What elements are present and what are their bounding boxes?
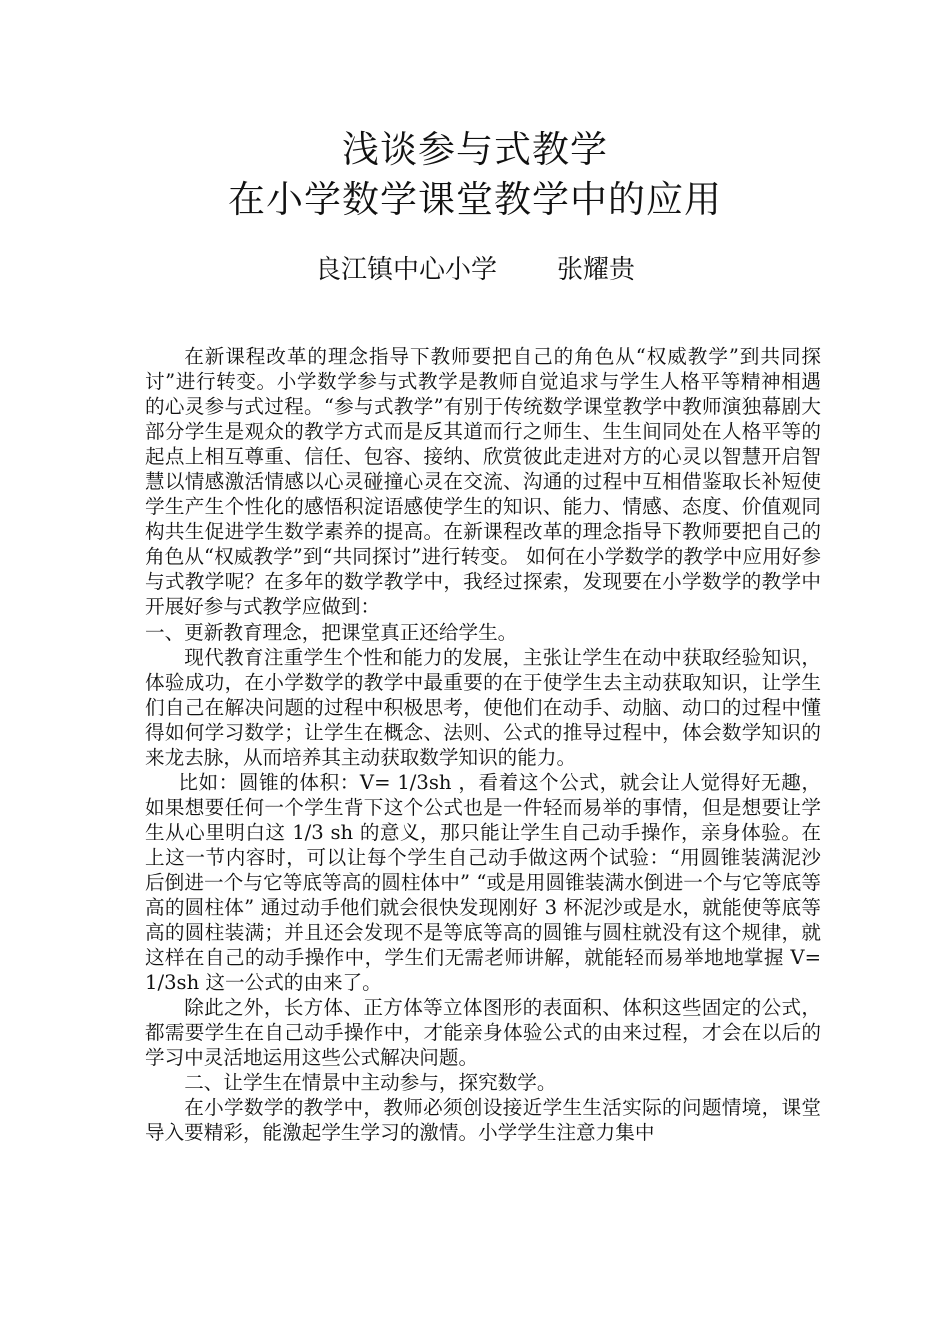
title-line-2: 在小学数学课堂教学中的应用 xyxy=(228,178,722,221)
author-line xyxy=(0,253,950,287)
paragraph-intro: 在新课程改革的理念指导下教师要把自己的角色从“权威教学”到共同探讨”进行转变。小学数学参与式教学是教师自觉追求与学生人格平等精神相遇的心灵参与式过程。“参与式教学”有别于传统数学课堂教学中教师演独幕剧大部分学生是观众的教学方式而是反其道而行之师生、生生间同处在人格平等的起点上相互尊重、信任、包容、接纳、欣赏彼此走进对方的心灵以智慧开启智慧以情感激活情感以心灵碰撞心灵在交流、沟通的过程中互相借鉴取长补短使学生产生个性化的感悟积淀语感使学生的知识、能力、情感、态度、价值观同构共生促进学生数学素养的提高。在新课程改革的理念指导下教师要把自己的角色从“权威教学”到“共同探讨”进行转变。 如何在小学数学的教学中应用好参与式教学呢？在多年的数学教学中，我经过探索，发现要在小学数学的教学中开展好参与式教学应做到： xyxy=(145,345,821,619)
article-body xyxy=(145,344,821,1146)
paragraph-section-2: 在小学数学的教学中，教师必须创设接近学生生活实际的问题情境，课堂导入要精彩，能激起学生学习的激情。小学学生注意力集中 xyxy=(145,1096,821,1145)
paragraph-example: 比如：圆锥的体积：V= 1/3sh ，看着这个公式，就会让人觉得好无趣，如果想要任何一个学生背下这个公式也是一件轻而易举的事情，但是想要让学生从心里明白这 1/3 sh 的意义，那只能让学生自己动手操作，亲身体验。在上这一节内容时，可以让每个学生自己动手做这两个试验：“用圆锥装满泥沙后倒进一个与它等底等高的圆柱体中” “或是用圆锥装满水倒进一个与它等底等高的圆柱体” 通过动手他们就会很快发现刚好 3 杯泥沙或是水，就能使等底等高的圆柱装满；并且还会发现不是等底等高的圆锥与圆柱就没有这个规律，就这样在自己的动手操作中，学生们无需老师讲解，就能轻而易举地地掌握 V= 1/3sh 这一公式的由来了。 xyxy=(145,770,821,995)
author-name: 张耀贵 xyxy=(557,255,636,285)
title-line-1: 浅谈参与式教学 xyxy=(342,128,608,171)
paragraph-besides: 除此之外，长方体、正方体等立体图形的表面积、体积这些固定的公式，都需要学生在自己动手操作中，才能亲身体验公式的由来过程，才会在以后的学习中灵活地运用这些公式解决问题。 xyxy=(145,996,821,1070)
author-school: 良江镇中心小学 xyxy=(314,255,497,285)
section-heading-1: 一、更新教育理念，把课堂真正还给学生。 xyxy=(145,620,518,644)
paragraph-section-1: 现代教育注重学生个性和能力的发展，主张让学生在动中获取经验知识，体验成功，在小学数学的教学中最重要的在于使学生去主动获取知识，让学生们自己在解决问题的过程中积极思考，使他们在动手、动脑、动口的过程中懂得如何学习数学；让学生在概念、法则、公式的推导过程中，体会数学知识的来龙去脉，从而培养其主动获取数学知识的能力。 xyxy=(145,645,821,769)
section-heading-2: 二、让学生在情景中主动参与，探究数学。 xyxy=(184,1071,557,1095)
